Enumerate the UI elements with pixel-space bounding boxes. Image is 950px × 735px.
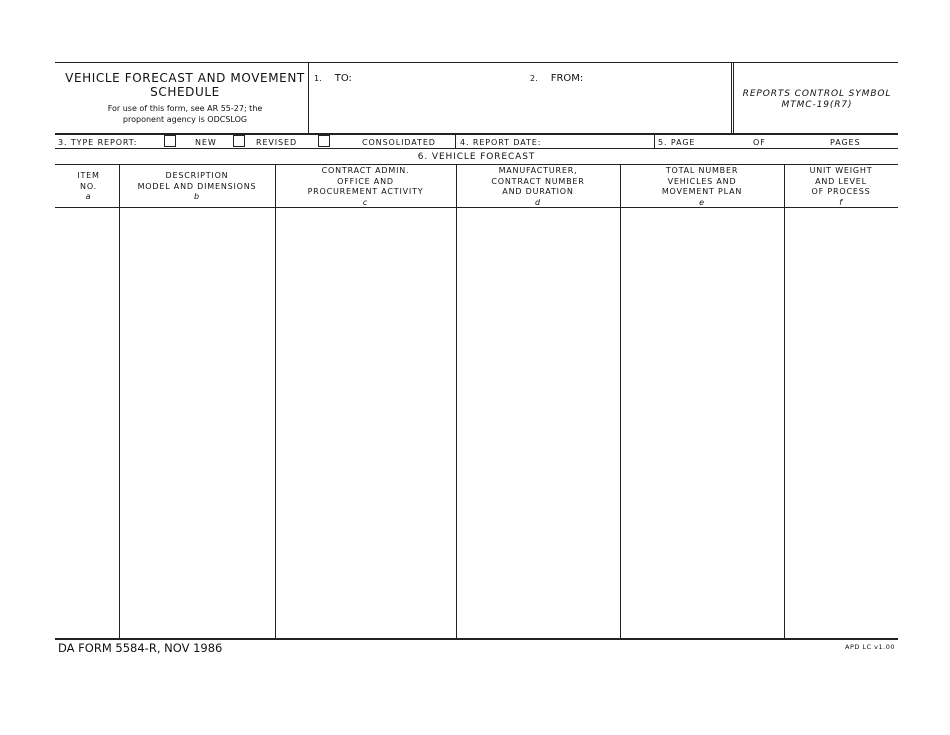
page-label: 5. PAGE	[658, 138, 696, 147]
report-date-field[interactable]: 4. REPORT DATE:	[460, 138, 542, 147]
form-number: DA FORM 5584-R, NOV 1986	[58, 641, 223, 655]
from-number: 2.	[530, 74, 538, 83]
section-title-bottom-border	[55, 164, 898, 165]
column-header-bottom-border	[55, 207, 898, 208]
subtitle-line-2: proponent agency is ODCSLOG	[122, 114, 248, 124]
entry-cell-item[interactable]	[56, 209, 118, 637]
to-label: TO:	[334, 73, 352, 84]
column-header-contract-admin: CONTRACT ADMIN. OFFICE AND PROCUREMENT ACTIVITY c	[307, 166, 424, 207]
column-header-unit-weight: UNIT WEIGHT AND LEVEL OF PROCESS f	[809, 166, 873, 207]
subtitle-line-1: For use of this form, see AR 55-27; the	[107, 104, 263, 113]
entry-cell-description[interactable]	[120, 209, 274, 637]
column-header-manufacturer: MANUFACTURER, CONTRACT NUMBER AND DURATION d	[491, 166, 585, 207]
checkbox-consolidated[interactable]	[318, 135, 330, 147]
pages-label: PAGES	[830, 138, 861, 147]
column-header-item: ITEM NO. a	[77, 171, 100, 201]
to-number: 1.	[314, 74, 322, 83]
table-bottom-border	[55, 638, 898, 640]
row3-bottom-border	[55, 148, 898, 149]
top-border	[55, 62, 898, 63]
of-label: OF	[753, 138, 766, 147]
column-header-description: DESCRIPTION MODEL AND DIMENSIONS b	[137, 171, 257, 201]
checkbox-revised[interactable]	[233, 135, 245, 147]
rcs-line-2: MTMC-19(R7)	[781, 100, 853, 110]
section-title: 6. VEHICLE FORECAST	[417, 152, 536, 162]
header-divider-2	[731, 62, 732, 134]
header-bottom-border	[55, 133, 898, 135]
label-revised: REVISED	[256, 138, 298, 147]
row3-divider-2	[654, 134, 655, 148]
entry-cell-unit-weight[interactable]	[785, 209, 898, 637]
checkbox-new[interactable]	[164, 135, 176, 147]
header-divider-3	[733, 62, 734, 134]
from-label: FROM:	[550, 73, 584, 84]
entry-cell-total-number[interactable]	[621, 209, 783, 637]
row3-divider-1	[455, 134, 456, 148]
form-title: VEHICLE FORECAST AND MOVEMENT SCHEDULE	[65, 71, 305, 99]
form-subtitle	[62, 104, 308, 125]
header-divider-1	[308, 62, 309, 134]
from-field[interactable]	[530, 66, 725, 126]
entry-cell-manufacturer[interactable]	[457, 209, 619, 637]
to-field[interactable]	[314, 66, 514, 126]
rcs-line-1: REPORTS CONTROL SYMBOL	[742, 89, 892, 99]
reports-control-symbol	[736, 89, 898, 111]
form-version: APD LC v1.00	[845, 643, 895, 651]
label-consolidated: CONSOLIDATED	[362, 138, 436, 147]
column-header-total-number: TOTAL NUMBER VEHICLES AND MOVEMENT PLAN e	[661, 166, 743, 207]
label-new: NEW	[195, 138, 217, 147]
entry-cell-contract-admin[interactable]	[276, 209, 455, 637]
type-report-label: 3. TYPE REPORT:	[58, 138, 138, 147]
